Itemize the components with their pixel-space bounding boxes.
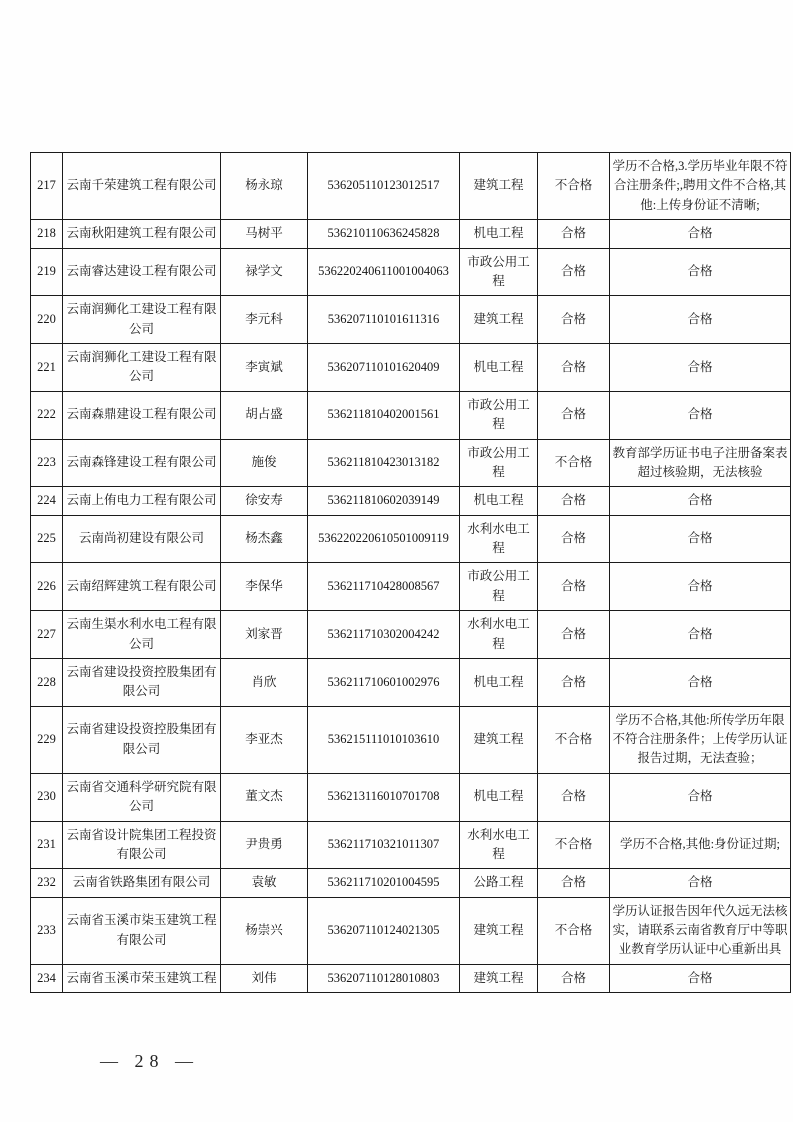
- cell-id-number: 536211810402001561: [308, 391, 460, 439]
- cell-company-name: 云南上侑电力工程有限公司: [63, 487, 221, 515]
- table-row: [31, 773, 791, 821]
- table-row: [31, 153, 791, 220]
- cell-row-number: 234: [31, 964, 63, 992]
- cell-review-result: 不合格: [538, 153, 610, 220]
- cell-person-name: 施俊: [221, 439, 308, 487]
- cell-id-number: 536207110101620409: [308, 344, 460, 392]
- cell-person-name: 刘家晋: [221, 611, 308, 659]
- cell-id-number: 536211710428008567: [308, 563, 460, 611]
- cell-row-number: 225: [31, 515, 63, 563]
- cell-company-name: 云南森锋建设工程有限公司: [63, 439, 221, 487]
- cell-specialty: 建筑工程: [460, 964, 538, 992]
- cell-row-number: 224: [31, 487, 63, 515]
- cell-specialty: 机电工程: [460, 487, 538, 515]
- cell-person-name: 马树平: [221, 220, 308, 248]
- cell-remark: 合格: [610, 296, 791, 344]
- table-row: [31, 439, 791, 487]
- cell-row-number: 217: [31, 153, 63, 220]
- table-row: [31, 964, 791, 992]
- cell-review-result: 合格: [538, 563, 610, 611]
- cell-specialty: 机电工程: [460, 220, 538, 248]
- cell-company-name: 云南省铁路集团有限公司: [63, 869, 221, 897]
- cell-person-name: 禄学文: [221, 248, 308, 296]
- cell-company-name: 云南千荣建筑工程有限公司: [63, 153, 221, 220]
- cell-id-number: 536213116010701708: [308, 773, 460, 821]
- cell-id-number: 536211710601002976: [308, 658, 460, 706]
- cell-review-result: 不合格: [538, 897, 610, 964]
- cell-row-number: 221: [31, 344, 63, 392]
- cell-company-name: 云南省建设投资控股集团有限公司: [63, 658, 221, 706]
- cell-remark: 学历不合格,其他:身份证过期;: [610, 821, 791, 869]
- cell-row-number: 219: [31, 248, 63, 296]
- cell-company-name: 云南秋阳建筑工程有限公司: [63, 220, 221, 248]
- cell-person-name: 李元科: [221, 296, 308, 344]
- cell-id-number: 536211810423013182: [308, 439, 460, 487]
- cell-specialty: 建筑工程: [460, 897, 538, 964]
- cell-review-result: 合格: [538, 220, 610, 248]
- cell-id-number: 536210110636245828: [308, 220, 460, 248]
- cell-company-name: 云南尚初建设有限公司: [63, 515, 221, 563]
- table-row: [31, 658, 791, 706]
- table-row: [31, 515, 791, 563]
- cell-remark: 教育部学历证书电子注册备案表超过核验期，无法核验: [610, 439, 791, 487]
- cell-remark: 合格: [610, 964, 791, 992]
- cell-id-number: 536211710201004595: [308, 869, 460, 897]
- cell-review-result: 合格: [538, 391, 610, 439]
- table-row: [31, 296, 791, 344]
- cell-review-result: 合格: [538, 515, 610, 563]
- cell-remark: 学历不合格,其他:所传学历年限不符合注册条件；上传学历认证报告过期，无法查验；: [610, 706, 791, 773]
- cell-specialty: 水利水电工程: [460, 515, 538, 563]
- cell-remark: 合格: [610, 563, 791, 611]
- cell-review-result: 合格: [538, 487, 610, 515]
- cell-remark: 合格: [610, 487, 791, 515]
- table-row: [31, 220, 791, 248]
- cell-person-name: 袁敏: [221, 869, 308, 897]
- cell-specialty: 机电工程: [460, 344, 538, 392]
- cell-company-name: 云南省玉溪市柒玉建筑工程有限公司: [63, 897, 221, 964]
- cell-review-result: 合格: [538, 869, 610, 897]
- cell-remark: 合格: [610, 515, 791, 563]
- cell-remark: 合格: [610, 248, 791, 296]
- cell-company-name: 云南润狮化工建设工程有限公司: [63, 344, 221, 392]
- cell-review-result: 不合格: [538, 821, 610, 869]
- cell-remark: 合格: [610, 220, 791, 248]
- cell-id-number: 536211810602039149: [308, 487, 460, 515]
- cell-id-number: 536205110123012517: [308, 153, 460, 220]
- cell-company-name: 云南润狮化工建设工程有限公司: [63, 296, 221, 344]
- cell-person-name: 杨崇兴: [221, 897, 308, 964]
- table-row: [31, 248, 791, 296]
- cell-remark: 合格: [610, 344, 791, 392]
- cell-row-number: 222: [31, 391, 63, 439]
- cell-remark: 合格: [610, 611, 791, 659]
- cell-specialty: 机电工程: [460, 658, 538, 706]
- cell-specialty: 机电工程: [460, 773, 538, 821]
- cell-person-name: 杨杰鑫: [221, 515, 308, 563]
- cell-specialty: 公路工程: [460, 869, 538, 897]
- table-row: [31, 563, 791, 611]
- review-table-body: [31, 153, 791, 993]
- cell-row-number: 232: [31, 869, 63, 897]
- review-result-table: [30, 152, 791, 993]
- cell-person-name: 肖欣: [221, 658, 308, 706]
- cell-company-name: 云南睿达建设工程有限公司: [63, 248, 221, 296]
- cell-specialty: 水利水电工程: [460, 611, 538, 659]
- cell-id-number: 536220220610501009119: [308, 515, 460, 563]
- cell-row-number: 220: [31, 296, 63, 344]
- cell-row-number: 229: [31, 706, 63, 773]
- cell-row-number: 233: [31, 897, 63, 964]
- cell-company-name: 云南省玉溪市荣玉建筑工程: [63, 964, 221, 992]
- table-row: [31, 344, 791, 392]
- cell-specialty: 市政公用工程: [460, 391, 538, 439]
- cell-company-name: 云南森鼎建设工程有限公司: [63, 391, 221, 439]
- cell-id-number: 536215111010103610: [308, 706, 460, 773]
- cell-id-number: 536211710302004242: [308, 611, 460, 659]
- cell-review-result: 合格: [538, 611, 610, 659]
- cell-company-name: 云南生渠水利水电工程有限公司: [63, 611, 221, 659]
- cell-review-result: 合格: [538, 658, 610, 706]
- cell-remark: 学历不合格,3.学历毕业年限不符合注册条件;,聘用文件不合格,其他:上传身份证不清晰;: [610, 153, 791, 220]
- cell-person-name: 徐安寿: [221, 487, 308, 515]
- cell-row-number: 228: [31, 658, 63, 706]
- table-row: [31, 821, 791, 869]
- cell-row-number: 227: [31, 611, 63, 659]
- footer-page-number: — 28 —: [100, 1051, 199, 1071]
- table-row: [31, 706, 791, 773]
- cell-remark: 合格: [610, 773, 791, 821]
- cell-remark: 合格: [610, 658, 791, 706]
- table-row: [31, 897, 791, 964]
- table-row: [31, 869, 791, 897]
- cell-person-name: 李亚杰: [221, 706, 308, 773]
- cell-person-name: 刘伟: [221, 964, 308, 992]
- cell-specialty: 建筑工程: [460, 296, 538, 344]
- cell-review-result: 不合格: [538, 706, 610, 773]
- cell-review-result: 合格: [538, 773, 610, 821]
- cell-specialty: 建筑工程: [460, 706, 538, 773]
- cell-id-number: 536211710321011307: [308, 821, 460, 869]
- cell-review-result: 合格: [538, 344, 610, 392]
- cell-row-number: 231: [31, 821, 63, 869]
- cell-company-name: 云南省交通科学研究院有限公司: [63, 773, 221, 821]
- cell-remark: 学历认证报告因年代久远无法核实，请联系云南省教育厅中等职业教育学历认证中心重新出具: [610, 897, 791, 964]
- cell-id-number: 536207110101611316: [308, 296, 460, 344]
- cell-id-number: 536220240611001004063: [308, 248, 460, 296]
- cell-company-name: 云南省建设投资控股集团有限公司: [63, 706, 221, 773]
- cell-specialty: 市政公用工程: [460, 248, 538, 296]
- cell-specialty: 市政公用工程: [460, 439, 538, 487]
- cell-review-result: 合格: [538, 964, 610, 992]
- cell-row-number: 230: [31, 773, 63, 821]
- cell-row-number: 226: [31, 563, 63, 611]
- cell-person-name: 李保华: [221, 563, 308, 611]
- cell-row-number: 223: [31, 439, 63, 487]
- cell-specialty: 建筑工程: [460, 153, 538, 220]
- cell-person-name: 尹贵勇: [221, 821, 308, 869]
- cell-company-name: 云南省设计院集团工程投资有限公司: [63, 821, 221, 869]
- cell-review-result: 合格: [538, 296, 610, 344]
- cell-review-result: 不合格: [538, 439, 610, 487]
- cell-review-result: 合格: [538, 248, 610, 296]
- cell-remark: 合格: [610, 391, 791, 439]
- cell-specialty: 市政公用工程: [460, 563, 538, 611]
- cell-id-number: 536207110124021305: [308, 897, 460, 964]
- cell-id-number: 536207110128010803: [308, 964, 460, 992]
- cell-person-name: 胡占盛: [221, 391, 308, 439]
- cell-remark: 合格: [610, 869, 791, 897]
- cell-person-name: 李寅斌: [221, 344, 308, 392]
- table-row: [31, 487, 791, 515]
- table-row: [31, 391, 791, 439]
- cell-person-name: 杨永琼: [221, 153, 308, 220]
- cell-row-number: 218: [31, 220, 63, 248]
- cell-person-name: 董文杰: [221, 773, 308, 821]
- cell-specialty: 水利水电工程: [460, 821, 538, 869]
- cell-company-name: 云南绍辉建筑工程有限公司: [63, 563, 221, 611]
- table-row: [31, 611, 791, 659]
